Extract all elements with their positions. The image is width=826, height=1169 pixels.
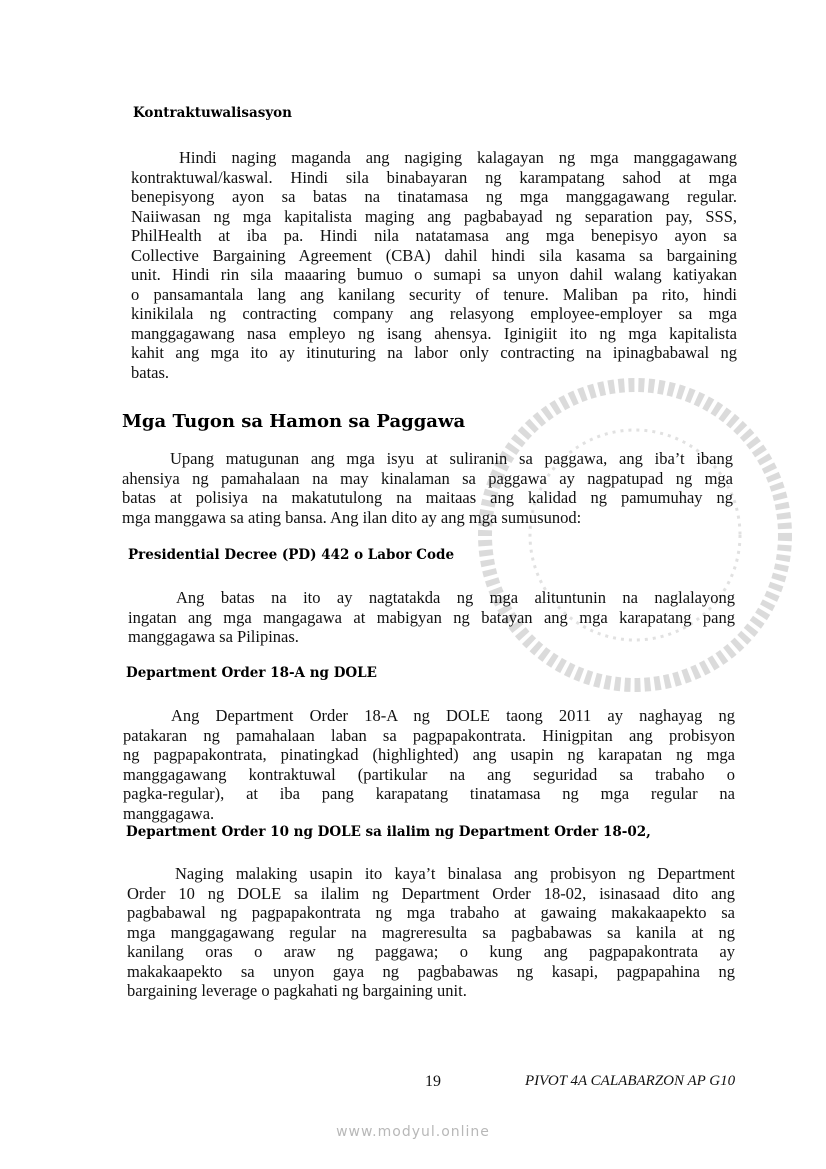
paragraph-line: ng pagpapakontrata, pinatingkad (highlighted) ang usapin ng karapatan ng mga: [123, 745, 735, 764]
paragraph-line: Order 10 ng DOLE sa ilalim ng Department Order 18-02, isinasaad dito ang: [127, 883, 735, 903]
paragraph-line: kanilang oras o araw ng paggawa; o kung ang pagpapakontrata ay: [127, 942, 735, 961]
paragraph-line: pagbabawal ng pagpapakontrata ng mga trabaho at gawaing makakaapekto sa: [127, 903, 735, 922]
paragraph-line: Hindi naging maganda ang nagiging kalagayan ng mga manggagawang: [179, 148, 737, 167]
paragraph-line: manggagawang kontraktuwal (partikular na ang seguridad sa trabaho o: [123, 764, 735, 784]
paragraph-line: unit. Hindi rin sila maaaring bumuo o sumapi sa unyon dahil walang katiyakan: [131, 265, 737, 284]
site-watermark: www.modyul.online: [336, 1124, 490, 1140]
paragraph-kontraktuwalisasyon: [131, 148, 737, 382]
paragraph-line: batas.: [131, 362, 170, 382]
paragraph-line: benepisyong ayon sa batas na tinatamasa ng mga manggagawang regular.: [131, 187, 737, 206]
paragraph-do-10: [127, 864, 735, 1001]
paragraph-line: kontraktuwal/kaswal. Hindi sila binabayaran ng karampatang sahod at mga: [131, 167, 737, 187]
paragraph-line: mga manggawa sa ating bansa. Ang ilan dito ay ang mga sumusunod:: [122, 507, 582, 527]
paragraph-line: manggagawa sa Pilipinas.: [128, 627, 299, 646]
paragraph-line: kinikilala ng contracting company ang relasyong employee-employer sa mga: [131, 304, 737, 323]
paragraph-pd-442: [128, 588, 735, 647]
page-number: 19: [425, 1073, 441, 1090]
paragraph-line: PhilHealth at iba pa. Hindi nila natatamasa ang mga benepisyo ayon sa: [131, 226, 737, 245]
paragraph-line: kahit ang mga ito ay itinuturing na labor only contracting na ipinagbabawal ng: [131, 343, 737, 362]
paragraph-line: manggagawa.: [123, 803, 215, 823]
paragraph-line: ahensiya ng pamahalaan na may kinalaman sa paggawa ay nagpatupad ng mga: [122, 468, 733, 488]
seal-stamp-watermark: [470, 370, 800, 700]
paragraph-line: batas at polisiya na makatutulong na maitaas ang kalidad ng pamumuhay ng: [122, 488, 733, 507]
paragraph-line: makakaapekto sa unyon gaya ng pagbabawas ng kasapi, pagpapahina ng: [127, 961, 735, 981]
section-heading-pd-442: Presidential Decree (PD) 442 o Labor Code: [128, 547, 455, 563]
paragraph-line: bargaining leverage o pagkahati ng bargaining unit.: [127, 981, 467, 1000]
section-heading-do-18a: Department Order 18-A ng DOLE: [126, 665, 377, 681]
paragraph-line: patakaran ng pamahalaan laban sa pagpapakontrata. Hinigpitan ang probisyon: [123, 725, 735, 745]
paragraph-line: manggagawang nasa empleyo ng isang ahensya. Iginigiit ito ng mga kapitalista: [131, 323, 737, 343]
paragraph-line: o pansamantala lang ang kanilang security of tenure. Maliban pa rito, hindi: [131, 284, 737, 304]
paragraph-line: Naging malaking usapin ito kaya’t binalasa ang probisyon ng Department: [175, 864, 735, 883]
paragraph-line: ingatan ang mga mangagawa at mabigyan ng batayan ang mga karapatang pang: [128, 607, 735, 627]
paragraph-line: Collective Bargaining Agreement (CBA) dahil hindi sila kasama sa bargaining: [131, 245, 737, 265]
paragraph-do-18a: [123, 706, 735, 823]
paragraph-line: mga manggagawang regular na magreresulta sa pagbabawas sa kanila at ng: [127, 922, 735, 942]
paragraph-line: Ang Department Order 18-A ng DOLE taong 2011 ay naghayag ng: [171, 706, 735, 725]
paragraph-mga-tugon: [122, 449, 733, 527]
section-heading-do-10: Department Order 10 ng DOLE sa ilalim ng Department Order 18-02,: [126, 824, 651, 840]
paragraph-line: Ang batas na ito ay nagtatakda ng mga alituntunin na naglalayong: [176, 588, 735, 607]
section-heading-mga-tugon: Mga Tugon sa Hamon sa Paggawa: [122, 411, 466, 432]
paragraph-line: Upang matugunan ang mga isyu at suliranin sa paggawa, ang iba’t ibang: [170, 449, 733, 468]
section-heading-kontraktuwalisasyon: Kontraktuwalisasyon: [133, 105, 292, 121]
footer-title: PIVOT 4A CALABARZON AP G10: [525, 1073, 736, 1089]
paragraph-line: Naiiwasan ng mga kapitalista maging ang pagbabayad ng separation pay, SSS,: [131, 206, 737, 226]
paragraph-line: pagka-regular), at iba pang karapatang tinatamasa ng mga regular na: [123, 784, 735, 803]
